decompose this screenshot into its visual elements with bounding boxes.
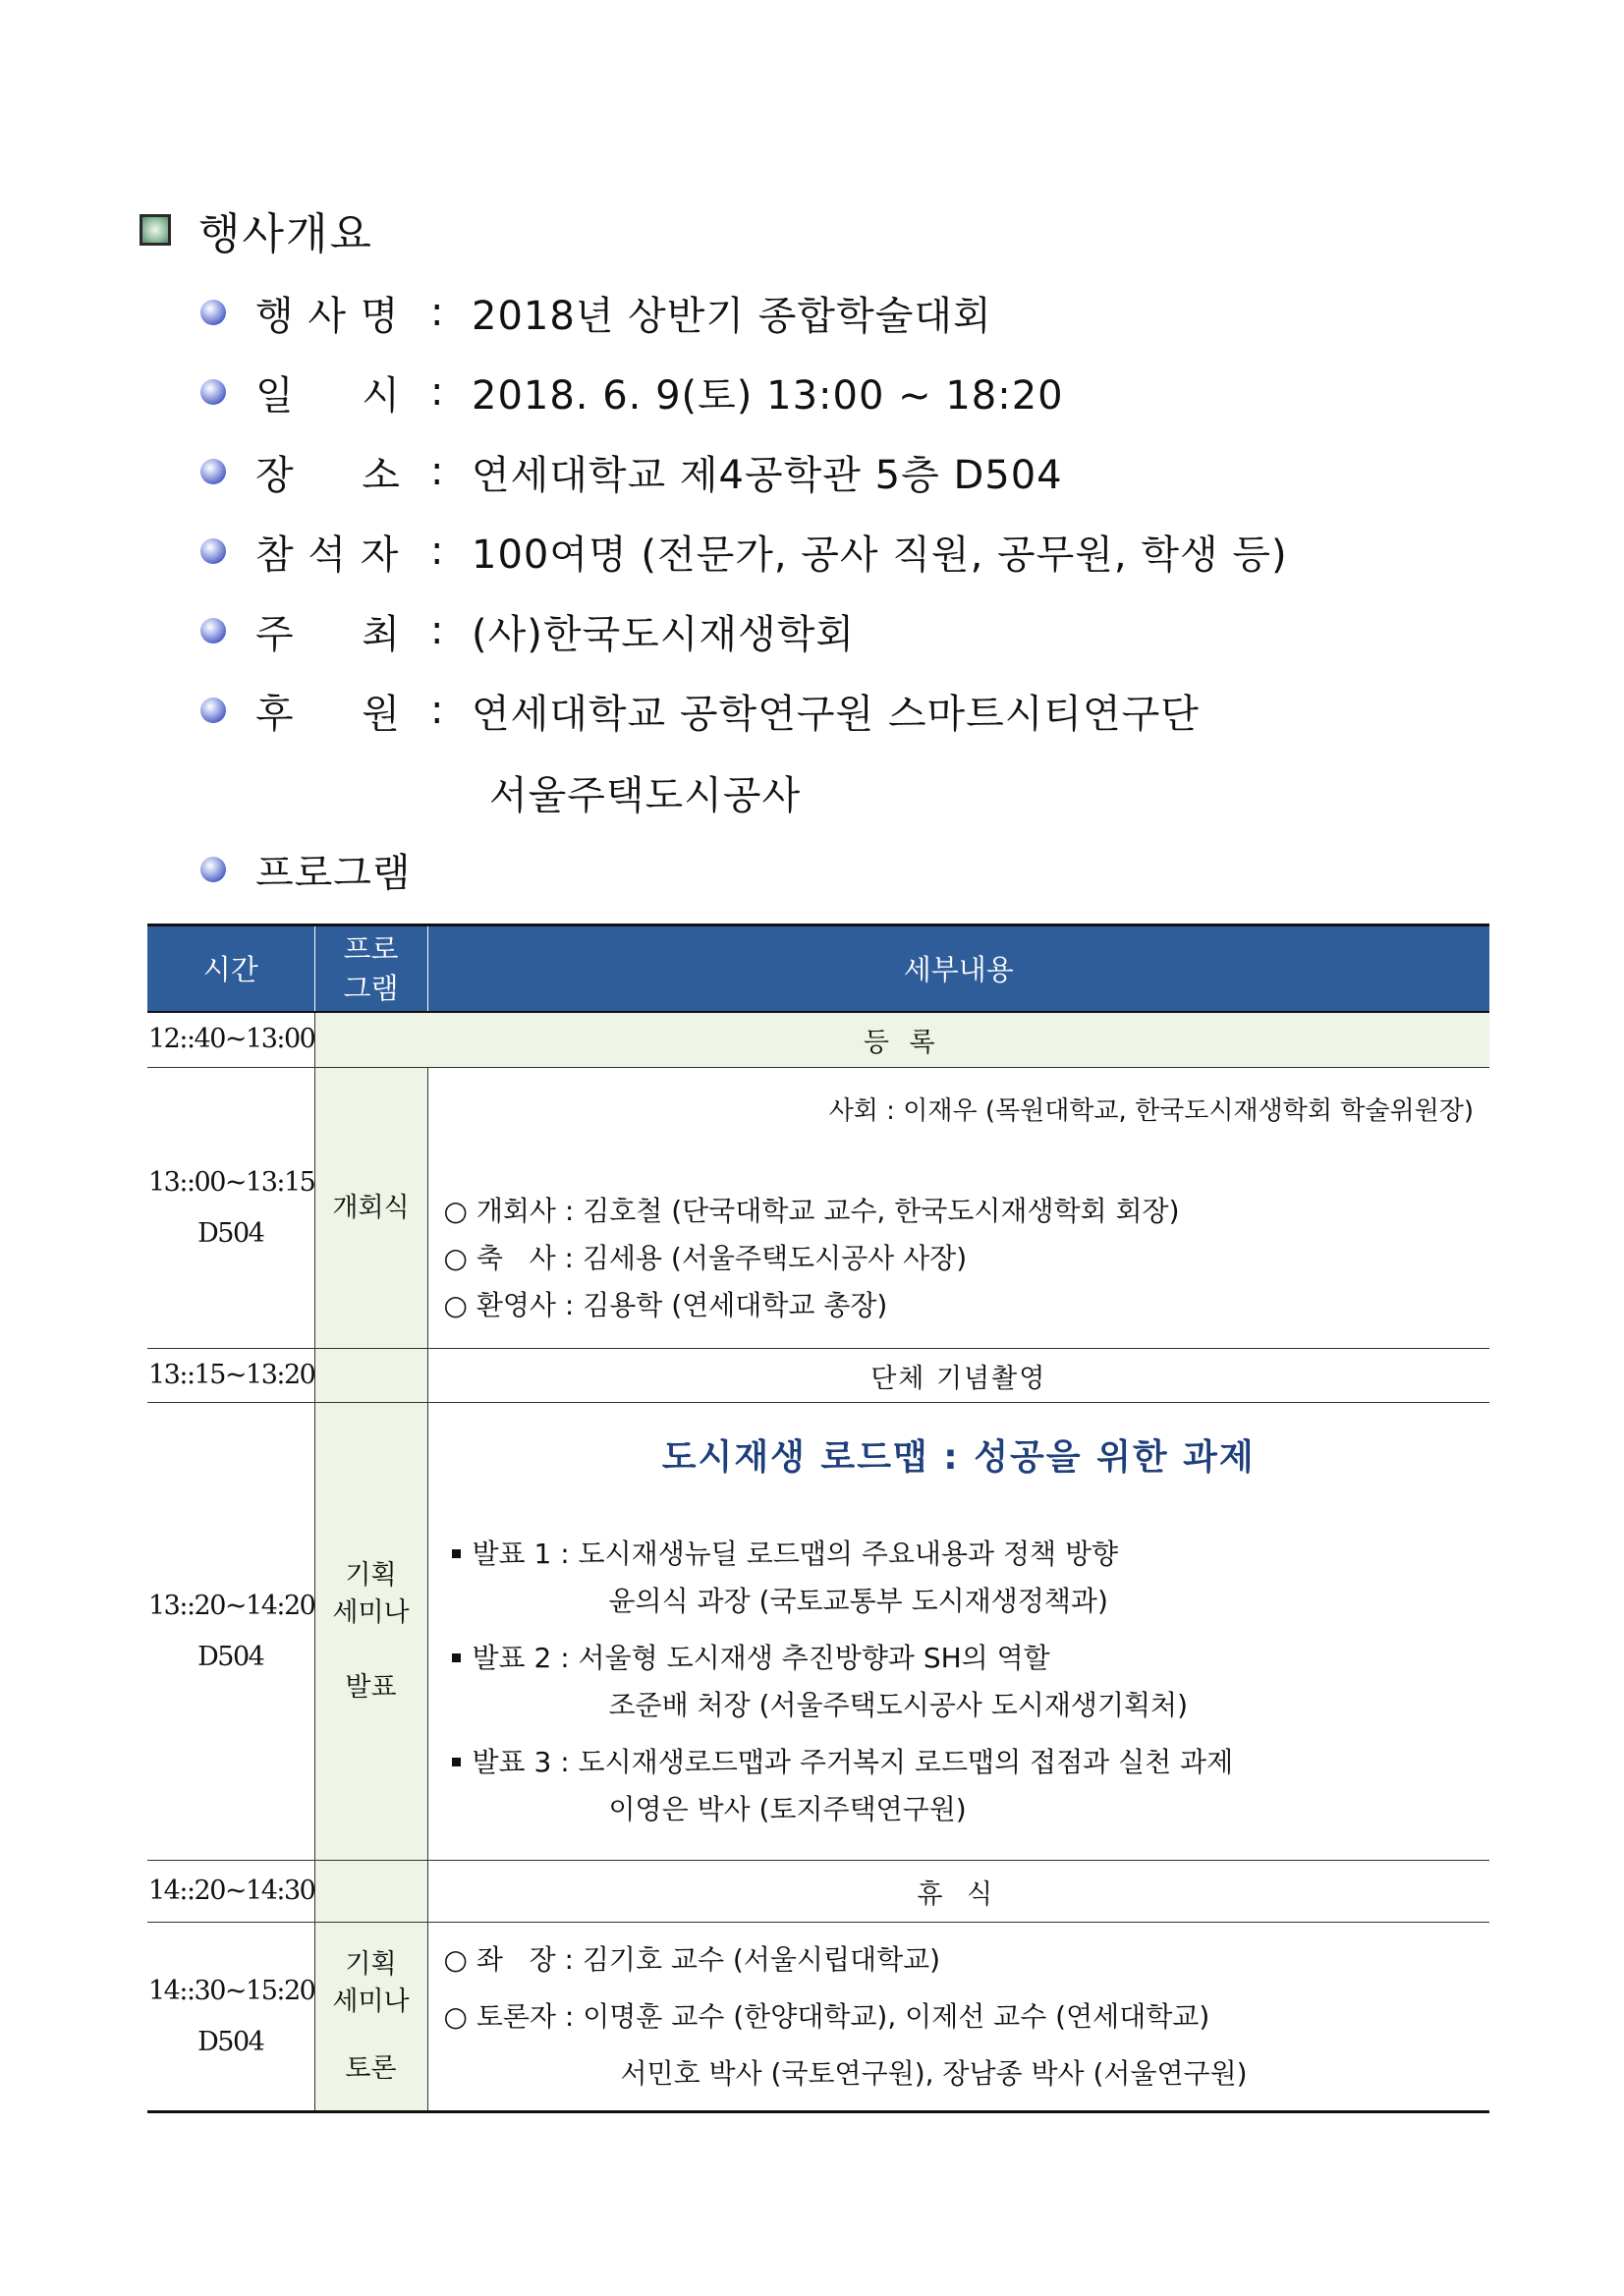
program-line: 세미나 xyxy=(332,1596,410,1628)
overview-label: 일 시 xyxy=(255,372,401,419)
program-table xyxy=(147,924,1489,2113)
overview-value: 2018. 6. 9(토) 13:00 ~ 18:20 xyxy=(472,372,1064,419)
list-item-continuation: 서민호 박사 (국토연구원), 장남종 박사 (서울연구원) xyxy=(620,2056,1248,2090)
overview-label: 주 최 xyxy=(255,611,401,657)
row-program-empty xyxy=(314,1861,427,1923)
overview-label: 행 사 명 xyxy=(255,293,400,339)
table-row xyxy=(147,1349,1489,1403)
talk-title: 발표 1 : 도시재생뉴딜 로드맵의 주요내용과 정책 방향 xyxy=(472,1538,1119,1570)
overview-value: 2018년 상반기 종합학술대회 xyxy=(472,293,992,339)
talk-title: 발표 3 : 도시재생로드맵과 주거복지 로드맵의 접점과 실천 과제 xyxy=(472,1746,1234,1778)
overview-value: 연세대학교 공학연구원 스마트시티연구단 xyxy=(472,691,1200,737)
overview-sponsor-continuation: 서울주택도시공사 xyxy=(489,773,802,818)
overview-item-attendees xyxy=(200,522,1288,581)
program-line: 기획 xyxy=(345,1948,397,1980)
header-detail: 세부내용 xyxy=(427,925,1489,1012)
list-item xyxy=(444,1531,1475,1578)
section-title: 행사개요 xyxy=(198,209,374,259)
overview-label: 참 석 자 xyxy=(255,532,400,578)
overview-value: 연세대학교 제4공학관 5층 D504 xyxy=(472,452,1063,498)
program-line: 기획 xyxy=(345,1559,397,1591)
square-bullet-icon xyxy=(452,1549,461,1558)
table-header-row xyxy=(147,925,1489,1012)
list-item: ○ 개회사 : 김호철 (단국대학교 교수, 한국도시재생학회 회장) xyxy=(443,1194,1180,1227)
overview-item-date xyxy=(200,363,1064,421)
overview-colon: : xyxy=(430,290,444,335)
table-row xyxy=(147,1861,1489,1923)
row-detail: 단체 기념촬영 xyxy=(427,1349,1489,1403)
row-time-cell xyxy=(147,1403,314,1861)
table-row xyxy=(147,1403,1489,1861)
row-program xyxy=(314,1923,427,2112)
row-time: 14::30~15:20 xyxy=(148,1975,315,2006)
program-line: 토론 xyxy=(345,2052,397,2084)
table-row xyxy=(147,1068,1489,1349)
row-time: 14::20~14:30 xyxy=(147,1861,314,1923)
row-room: D504 xyxy=(197,1641,264,1672)
overview-value: 100여명 (전문가, 공사 직원, 공무원, 학생 등) xyxy=(472,532,1288,578)
overview-colon: : xyxy=(430,449,444,494)
round-bullet-icon xyxy=(200,379,226,405)
square-bullet-icon xyxy=(140,214,171,246)
row-detail: 휴 식 xyxy=(427,1861,1489,1923)
overview-colon: : xyxy=(430,529,444,574)
talk-speaker: 조준배 처장 (서울주택도시공사 도시재생기획처) xyxy=(608,1689,1189,1721)
overview-colon: : xyxy=(430,608,444,653)
overview-item-host xyxy=(200,601,855,660)
round-bullet-icon xyxy=(200,698,226,723)
overview-item-venue xyxy=(200,442,1063,501)
seminar-title: 도시재생 로드맵 : 성공을 위한 과제 xyxy=(661,1437,1256,1478)
list-item: ○ 좌 장 : 김기호 교수 (서울시립대학교) xyxy=(443,1942,941,1976)
row-room: D504 xyxy=(197,1217,264,1249)
program-line: 발표 xyxy=(345,1671,397,1703)
row-room: D504 xyxy=(197,2026,264,2057)
table-row xyxy=(147,1012,1489,1068)
row-time-cell xyxy=(147,1068,314,1349)
talk-title: 발표 2 : 서울형 도시재생 추진방향과 SH의 역할 xyxy=(472,1642,1050,1674)
row-program: 개회식 xyxy=(314,1068,427,1349)
row-program xyxy=(314,1403,427,1861)
round-bullet-icon xyxy=(200,300,226,325)
header-program-line: 그램 xyxy=(343,971,399,1005)
list-item xyxy=(444,1739,1475,1786)
row-detail xyxy=(427,1403,1489,1861)
overview-colon: : xyxy=(430,688,444,733)
square-bullet-icon xyxy=(452,1758,461,1766)
overview-colon: : xyxy=(430,369,444,415)
header-program xyxy=(314,925,427,1012)
row-program-empty xyxy=(314,1349,427,1403)
row-time-cell xyxy=(147,1923,314,2112)
list-item: ○ 축 사 : 김세용 (서울주택도시공사 사장) xyxy=(443,1241,968,1274)
row-time: 13::15~13:20 xyxy=(147,1349,314,1403)
program-heading-line xyxy=(200,840,412,899)
overview-label: 장 소 xyxy=(255,452,401,498)
talk-speaker: 윤의식 과장 (국토교통부 도시재생정책과) xyxy=(608,1585,1108,1617)
program-line: 세미나 xyxy=(332,1986,410,2017)
list-item xyxy=(444,1635,1475,1682)
overview-value: (사)한국도시재생학회 xyxy=(472,611,855,657)
list-item: ○ 토론자 : 이명훈 교수 (한양대학교), 이제선 교수 (연세대학교) xyxy=(443,1999,1210,2033)
row-time: 12::40~13:00 xyxy=(147,1012,314,1068)
overview-item-sponsor xyxy=(200,681,1200,740)
section-heading xyxy=(140,200,373,259)
square-bullet-icon xyxy=(452,1653,461,1662)
overview-label: 후 원 xyxy=(255,691,401,737)
round-bullet-icon xyxy=(200,618,226,644)
round-bullet-icon xyxy=(200,538,226,564)
row-detail xyxy=(427,1923,1489,2112)
talk-speaker: 이영은 박사 (토지주택연구원) xyxy=(608,1793,967,1825)
list-item: ○ 환영사 : 김용학 (연세대학교 총장) xyxy=(443,1288,888,1321)
header-time: 시간 xyxy=(147,925,314,1012)
round-bullet-icon xyxy=(200,459,226,484)
table-row xyxy=(147,1923,1489,2112)
row-detail: 등 록 xyxy=(314,1012,1489,1068)
overview-item-name xyxy=(200,283,992,342)
host-line: 사회 : 이재우 (목원대학교, 한국도시재생학회 학술위원장) xyxy=(828,1095,1474,1126)
row-time: 13::00~13:15 xyxy=(148,1166,315,1198)
header-program-line: 프로 xyxy=(343,931,399,966)
program-heading: 프로그램 xyxy=(255,850,412,896)
row-detail xyxy=(427,1068,1489,1349)
row-time: 13::20~14:20 xyxy=(148,1590,315,1621)
round-bullet-icon xyxy=(200,857,226,882)
